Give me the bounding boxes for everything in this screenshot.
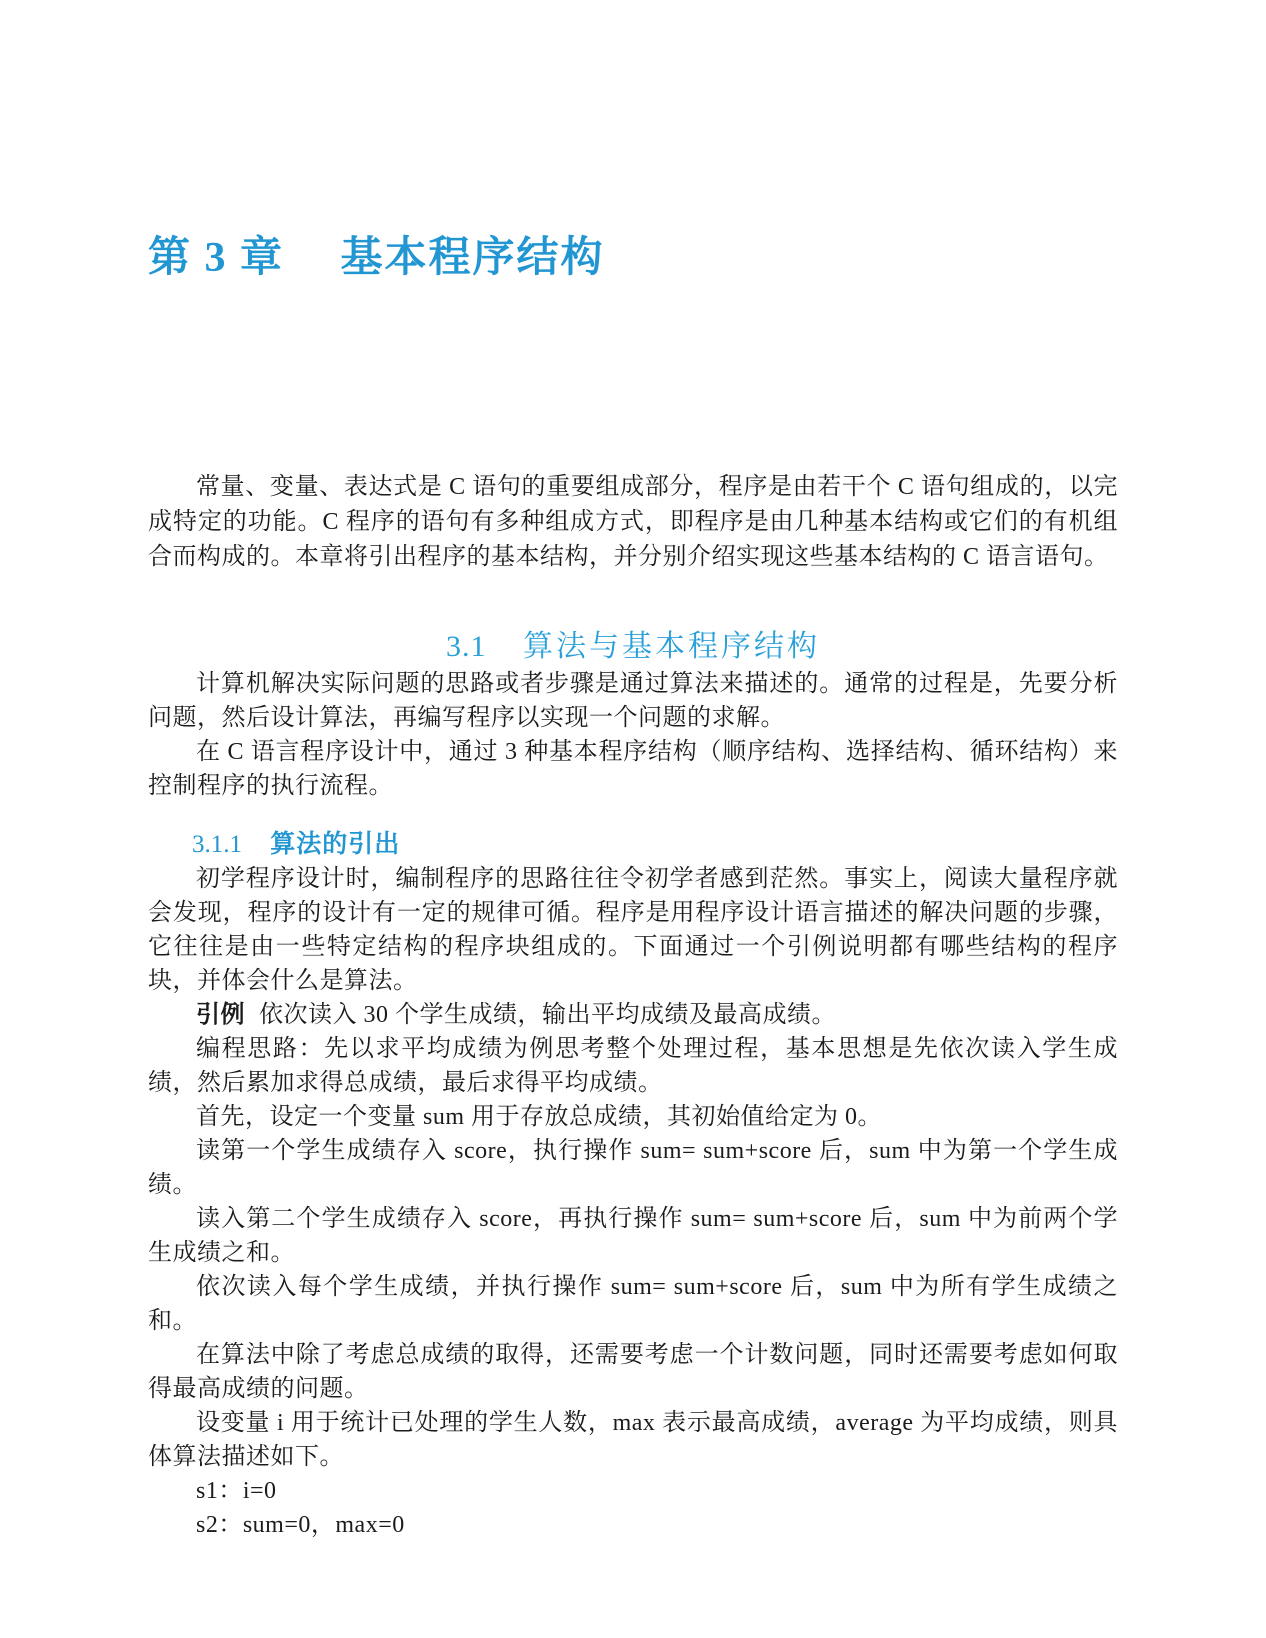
paragraph-beginner: 初学程序设计时，编制程序的思路往往令初学者感到茫然。事实上，阅读大量程序就会发现，程序的设计有一定的规律可循。程序是用程序设计语言描述的解决问题的步骤，它往往是由一些特定结构的程序块组成的。下面通过一个引例说明都有哪些结构的程序块，并体会什么是算法。: [148, 866, 1118, 994]
chapter-number: 第 3 章: [148, 235, 285, 281]
chapter-title: 基本程序结构: [340, 235, 605, 281]
paragraph-algorithm-overview: 计算机解决实际问题的思路或者步骤是通过算法来描述的。通常的过程是，先要分析问题，然后设计算法，再编写程序以实现一个问题的求解。: [148, 671, 1118, 731]
paragraph-three-structures: 在 C 语言程序设计中，通过 3 种基本程序结构（顺序结构、选择结构、循环结构）来控制程序的执行流程。: [148, 739, 1118, 799]
algorithm-step-s2: s2：sum=0，max=0: [196, 1512, 405, 1538]
paragraph-intro: 常量、变量、表达式是 C 语句的重要组成部分，程序是由若干个 C 语句组成的，以完成特定的功能。C 程序的语句有多种组成方式，即程序是由几种基本结构或它们的有机组合而构成的。本章将引出程序的基本结构，并分别介绍实现这些基本结构的 C 语言语句。: [148, 474, 1118, 570]
section-title: 算法与基本程序结构: [523, 630, 820, 663]
paragraph-variables: 设变量 i 用于统计已处理的学生人数，max 表示最高成绩，average 为平均成绩，则具体算法描述如下。: [148, 1410, 1118, 1470]
chapter-heading: [148, 0, 1118, 284]
paragraph-second-score: 读入第二个学生成绩存入 score，再执行操作 sum= sum+score 后，sum 中为前两个学生成绩之和。: [148, 1206, 1118, 1266]
subsection-number: 3.1.1: [192, 831, 242, 858]
algorithm-step-s1: s1：i=0: [196, 1478, 277, 1504]
paragraph-example: [148, 998, 1118, 1032]
subsection-title: 算法的引出: [270, 830, 401, 858]
example-label: 引例: [196, 1001, 245, 1028]
subsection-heading-3-1-1: [148, 827, 1118, 862]
paragraph-counting: 在算法中除了考虑总成绩的取得，还需要考虑一个计数问题，同时还需要考虑如何取得最高成绩的问题。: [148, 1342, 1118, 1402]
paragraph-first-score: 读第一个学生成绩存入 score，执行操作 sum= sum+score 后，sum 中为第一个学生成绩。: [148, 1138, 1118, 1198]
section-heading-3-1: [148, 627, 1118, 667]
paragraph-each-score: 依次读入每个学生成绩，并执行操作 sum= sum+score 后，sum 中为所有学生成绩之和。: [148, 1274, 1118, 1334]
section-number: 3.1: [446, 630, 487, 663]
paragraph-programming-idea: 编程思路：先以求平均成绩为例思考整个处理过程，基本思想是先依次读入学生成绩，然后累加求得总成绩，最后求得平均成绩。: [148, 1036, 1118, 1096]
paragraph-sum-variable: 首先，设定一个变量 sum 用于存放总成绩，其初始值给定为 0。: [196, 1104, 883, 1130]
example-text: 依次读入 30 个学生成绩，输出平均成绩及最高成绩。: [259, 1002, 836, 1028]
